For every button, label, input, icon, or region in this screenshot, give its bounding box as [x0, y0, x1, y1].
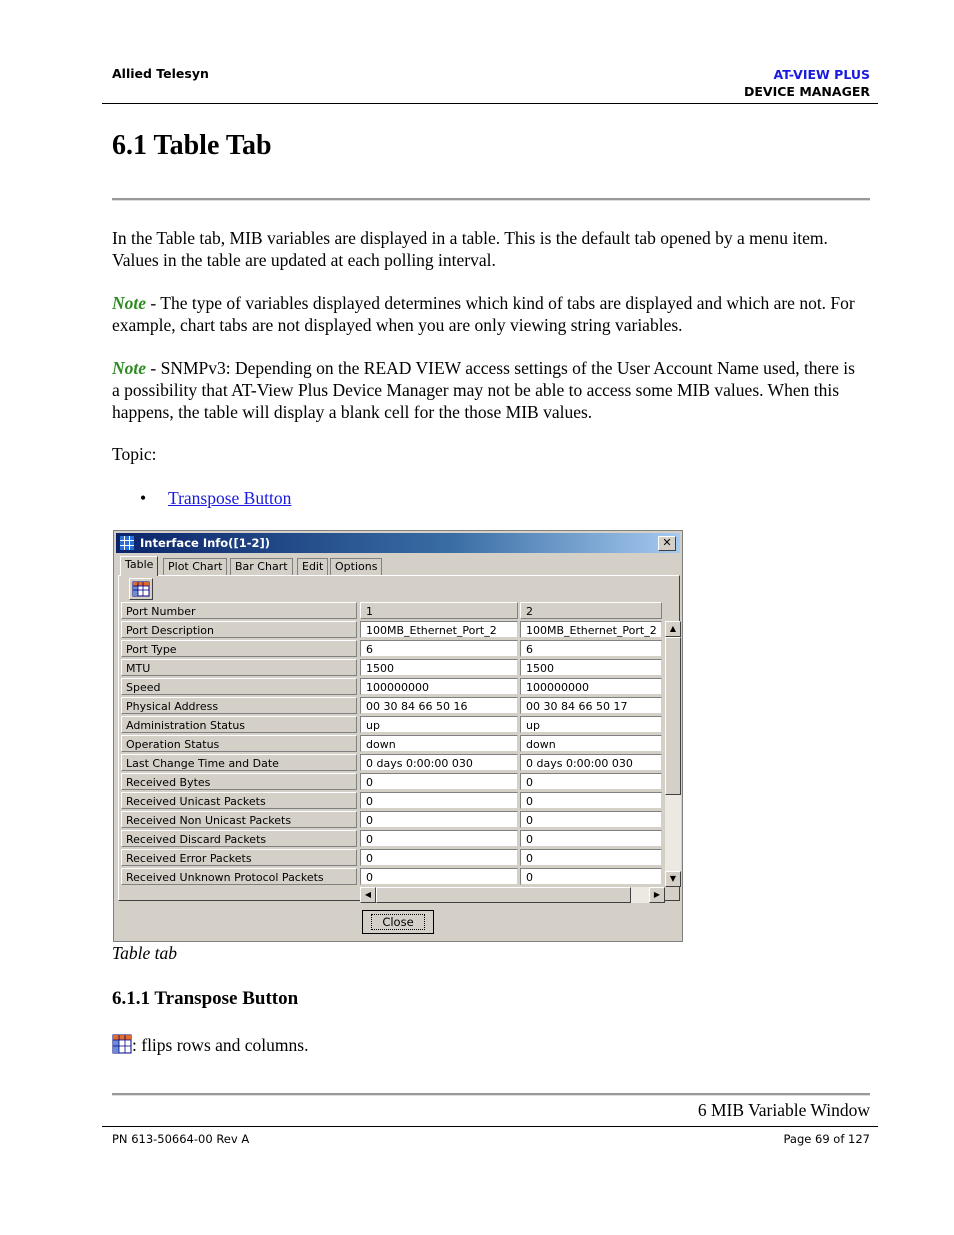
table-row [119, 773, 664, 792]
row-label-cell: Received Discard Packets [121, 830, 357, 847]
window-title: Interface Info([1-2]) [140, 536, 270, 550]
window-titlebar [116, 533, 680, 553]
header-product [744, 66, 870, 100]
header-rule [102, 103, 878, 104]
table-row [119, 640, 664, 659]
horizontal-scroll-thumb[interactable] [376, 887, 631, 903]
row-label-cell: Operation Status [121, 735, 357, 752]
table-row [119, 735, 664, 754]
subsection-paragraph [112, 1034, 308, 1056]
page-title: 6.1 Table Tab [112, 130, 272, 161]
part-number: PN 613-50664-00 Rev A [112, 1132, 250, 1146]
value-cell-1[interactable]: 0 [360, 849, 518, 866]
value-cell-2[interactable]: 0 [520, 830, 662, 847]
value-cell-2[interactable]: 0 [520, 868, 662, 885]
value-cell-2[interactable]: down [520, 735, 662, 752]
tab-bar-chart[interactable]: Bar Chart [230, 558, 293, 575]
window-close-button[interactable]: ✕ [658, 536, 676, 551]
vertical-scrollbar[interactable] [665, 621, 681, 887]
row-label-cell: Port Type [121, 640, 357, 657]
table-row [119, 792, 664, 811]
table-row [119, 849, 664, 868]
value-cell-2[interactable]: 0 [520, 792, 662, 809]
mib-table [119, 602, 682, 905]
value-cell-2[interactable]: 00 30 84 66 50 17 [520, 697, 662, 714]
value-cell-2[interactable]: 0 [520, 773, 662, 790]
table-row [119, 830, 664, 849]
value-cell-1[interactable]: 0 [360, 773, 518, 790]
tab-edit[interactable]: Edit [297, 558, 328, 575]
transpose-button[interactable] [129, 578, 153, 600]
note-text-1: - The type of variables displayed determines which kind of tabs are displayed and which are not. For example, chart tabs are not displayed when you are only viewing string variables. [112, 293, 855, 335]
scroll-up-icon[interactable]: ▲ [665, 621, 681, 637]
note-text-2: - SNMPv3: Depending on the READ VIEW access settings of the User Account Name used, there is a possibility that AT-View Plus Device Manager may not be able to access some MIB values. When this happens, the table will display a blank cell for the those MIB values. [112, 358, 855, 422]
topic-label: Topic: [112, 444, 157, 464]
value-cell-1[interactable]: 100MB_Ethernet_Port_2 [360, 621, 518, 638]
row-label-cell: MTU [121, 659, 357, 676]
row-label-cell: Speed [121, 678, 357, 695]
value-cell-1[interactable]: 0 [360, 811, 518, 828]
footer-rule [112, 1093, 870, 1096]
grid-icon [120, 536, 134, 550]
note-paragraph-1 [112, 292, 857, 336]
row-label-cell: Physical Address [121, 697, 357, 714]
table-row [119, 678, 664, 697]
footer-bottom-rule [102, 1126, 878, 1127]
value-cell-1[interactable]: down [360, 735, 518, 752]
table-row [119, 659, 664, 678]
tab-table[interactable]: Table [120, 556, 158, 576]
table-row [119, 754, 664, 773]
vertical-scroll-thumb[interactable] [665, 637, 681, 795]
table-row [119, 697, 664, 716]
row-label-cell: Received Non Unicast Packets [121, 811, 357, 828]
value-cell-1[interactable]: 6 [360, 640, 518, 657]
note-label: Note [112, 293, 147, 313]
subsection-text: : flips rows and columns. [132, 1035, 309, 1055]
product-name: AT-VIEW PLUS [773, 67, 870, 82]
topic-list-item [140, 487, 146, 509]
row-label-cell: Received Error Packets [121, 849, 357, 866]
note-paragraph-2 [112, 357, 857, 423]
value-cell-1[interactable]: 0 [360, 868, 518, 885]
value-cell-1[interactable]: up [360, 716, 518, 733]
transpose-button-link[interactable]: Transpose Button [168, 488, 292, 508]
value-cell-1[interactable]: 0 [360, 830, 518, 847]
row-label-cell: Administration Status [121, 716, 357, 733]
interface-info-window [113, 530, 683, 942]
close-button-label: Close [371, 914, 424, 930]
transpose-icon [131, 580, 151, 598]
bullet: • [140, 488, 147, 508]
table-row [119, 621, 664, 640]
table-header-row [119, 602, 664, 621]
column-header-2[interactable]: 2 [520, 602, 662, 619]
title-rule [112, 198, 870, 201]
value-cell-2[interactable]: 1500 [520, 659, 662, 676]
value-cell-1[interactable]: 1500 [360, 659, 518, 676]
note-label: Note [112, 358, 147, 378]
product-subtitle: DEVICE MANAGER [744, 84, 870, 99]
company-name: Allied Telesyn [112, 66, 209, 81]
value-cell-2[interactable]: 100000000 [520, 678, 662, 695]
intro-paragraph: In the Table tab, MIB variables are displayed in a table. This is the default tab opened by a menu item. Values in the table are updated at each polling interval. [112, 228, 828, 270]
page-number: Page 69 of 127 [783, 1132, 870, 1146]
value-cell-2[interactable]: 0 [520, 849, 662, 866]
value-cell-1[interactable]: 0 [360, 792, 518, 809]
row-label-cell: Port Description [121, 621, 357, 638]
value-cell-2[interactable]: up [520, 716, 662, 733]
table-row [119, 811, 664, 830]
transpose-icon [112, 1034, 132, 1054]
value-cell-1[interactable]: 0 days 0:00:00 030 [360, 754, 518, 771]
horizontal-scrollbar[interactable] [360, 887, 665, 903]
chapter-title: 6 MIB Variable Window [697, 1100, 870, 1120]
scroll-down-icon[interactable]: ▼ [665, 871, 681, 887]
value-cell-2[interactable]: 0 days 0:00:00 030 [520, 754, 662, 771]
header-label-cell: Port Number [121, 602, 357, 619]
tab-options[interactable]: Options [330, 558, 382, 575]
subsection-title: 6.1.1 Transpose Button [112, 988, 299, 1009]
close-button[interactable] [362, 910, 434, 934]
row-label-cell: Last Change Time and Date [121, 754, 357, 771]
row-label-cell: Received Unicast Packets [121, 792, 357, 809]
tab-plot-chart[interactable]: Plot Chart [163, 558, 227, 575]
value-cell-1[interactable]: 100000000 [360, 678, 518, 695]
value-cell-2[interactable]: 100MB_Ethernet_Port_2 [520, 621, 662, 638]
row-label-cell: Received Bytes [121, 773, 357, 790]
scroll-right-icon[interactable]: ▶ [649, 887, 665, 903]
value-cell-2[interactable]: 6 [520, 640, 662, 657]
table-row [119, 868, 664, 887]
column-header-1[interactable]: 1 [360, 602, 518, 619]
value-cell-2[interactable]: 0 [520, 811, 662, 828]
figure-caption: Table tab [112, 943, 177, 963]
row-label-cell: Received Unknown Protocol Packets [121, 868, 357, 885]
scroll-left-icon[interactable]: ◀ [360, 887, 376, 903]
value-cell-1[interactable]: 00 30 84 66 50 16 [360, 697, 518, 714]
table-row [119, 716, 664, 735]
